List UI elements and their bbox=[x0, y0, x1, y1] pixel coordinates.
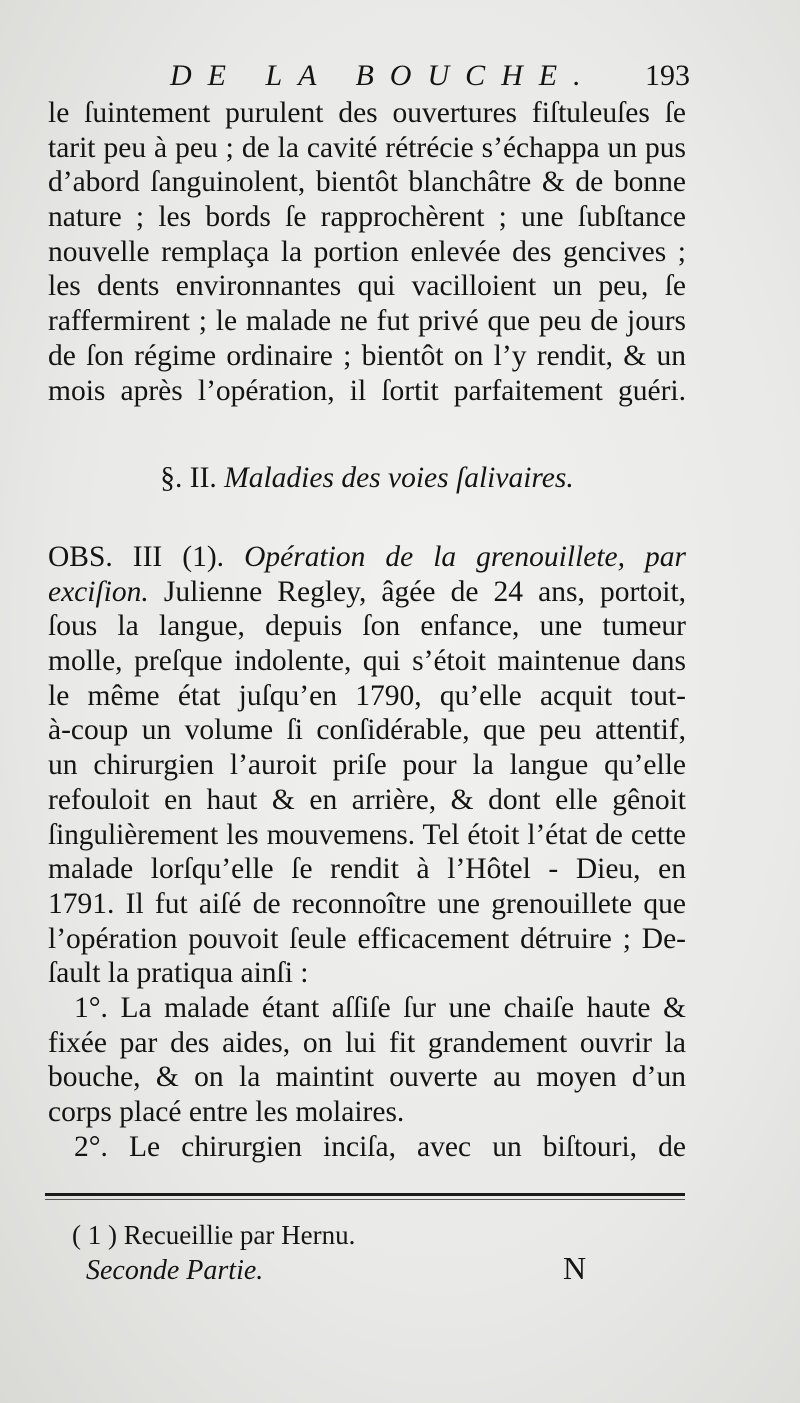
step-line: corps placé entre les molaires. bbox=[48, 1096, 405, 1128]
observation-paragraph bbox=[48, 540, 686, 1164]
text-line: ſingulièrement les mouvemens. Tel étoit l’état de cette bbox=[48, 818, 686, 851]
observation-heading-line bbox=[48, 540, 686, 575]
observation-title-end: exciſion. bbox=[48, 575, 149, 608]
running-head: DE LA BOUCHE. bbox=[170, 59, 597, 92]
text-line: tarit peu à peu ; de la cavité rétrécie s’échappa un pus bbox=[48, 131, 686, 164]
page-header bbox=[170, 56, 690, 96]
step-line: bouche, & on la maintint ouverte au moyen d’un bbox=[48, 1061, 686, 1094]
text-line: un chirurgien l’auroit priſe pour la langue qu’elle bbox=[48, 749, 686, 782]
paragraph-continuation bbox=[48, 96, 686, 408]
step-line: fixée par des aides, on lui fit grandement ouvrir la bbox=[48, 1026, 686, 1059]
text-line: les dents environnantes qui vacilloient un peu, ſe bbox=[48, 270, 686, 303]
observation-title: Opération de la grenouillete, par bbox=[244, 541, 686, 573]
text-line: ſous la langue, depuis ſon enfance, une tumeur bbox=[48, 610, 686, 643]
text-line: mois après l’opération, il ſortit parfaitement guéri. bbox=[48, 374, 686, 407]
text-line: l’opération pouvoit ſeule efficacement détruire ; De- bbox=[48, 922, 686, 955]
section-title: Maladies des voies ſalivaires. bbox=[224, 462, 574, 494]
text-line: 1791. Il fut aiſé de reconnoître une grenouillete que bbox=[48, 887, 686, 920]
text-line: nouvelle remplaça la portion enlevée des gencives ; bbox=[48, 235, 686, 268]
text-line: le même état juſqu’en 1790, qu’elle acquit tout- bbox=[48, 679, 686, 712]
text-fragment: Julienne Regley, âgée de 24 ans, portoit, bbox=[163, 575, 687, 608]
text-line: à-coup un volume ſi conſidérable, que peu attentif, bbox=[48, 714, 686, 747]
text-line bbox=[48, 575, 686, 610]
section-heading bbox=[48, 460, 686, 496]
section-number: §. II. bbox=[160, 462, 217, 494]
text-line: nature ; les bords ſe rapprochèrent ; une ſubſtance bbox=[48, 201, 686, 234]
footnote: ( 1 ) Recueillie par Hernu. bbox=[72, 1220, 356, 1250]
text-line: ſault la pratiqua ainſi : bbox=[48, 957, 309, 990]
text-line: raffermirent ; le malade ne fut privé que peu de jours bbox=[48, 305, 686, 338]
text-line: le ſuintement purulent des ouvertures fiſtuleuſes ſe bbox=[48, 97, 686, 129]
signature-mark: N bbox=[563, 1250, 587, 1286]
text-line: d’abord ſanguinolent, bientôt blanchâtre & de bonne bbox=[48, 166, 686, 199]
signature-label: Seconde Partie. bbox=[86, 1255, 264, 1286]
text-line: de ſon régime ordinaire ; bientôt on l’y rendit, & un bbox=[48, 339, 686, 372]
step-line: 2°. Le chirurgien inciſa, avec un biſtouri, de bbox=[74, 1130, 686, 1163]
footnote-divider-thin bbox=[45, 1199, 685, 1200]
footnote-divider bbox=[45, 1193, 685, 1196]
text-line: refouloit en haut & en arrière, & dont elle gênoit bbox=[48, 783, 686, 816]
observation-label: OBS. III (1). bbox=[48, 541, 225, 573]
step-line: 1°. La malade étant aſſiſe ſur une chaiſe haute & bbox=[74, 991, 686, 1024]
text-line: malade lorſqu’elle ſe rendit à l’Hôtel - Dieu, en bbox=[48, 853, 686, 886]
text-line: molle, preſque indolente, qui s’étoit maintenue dans bbox=[48, 645, 686, 678]
page-number: 193 bbox=[645, 59, 690, 92]
